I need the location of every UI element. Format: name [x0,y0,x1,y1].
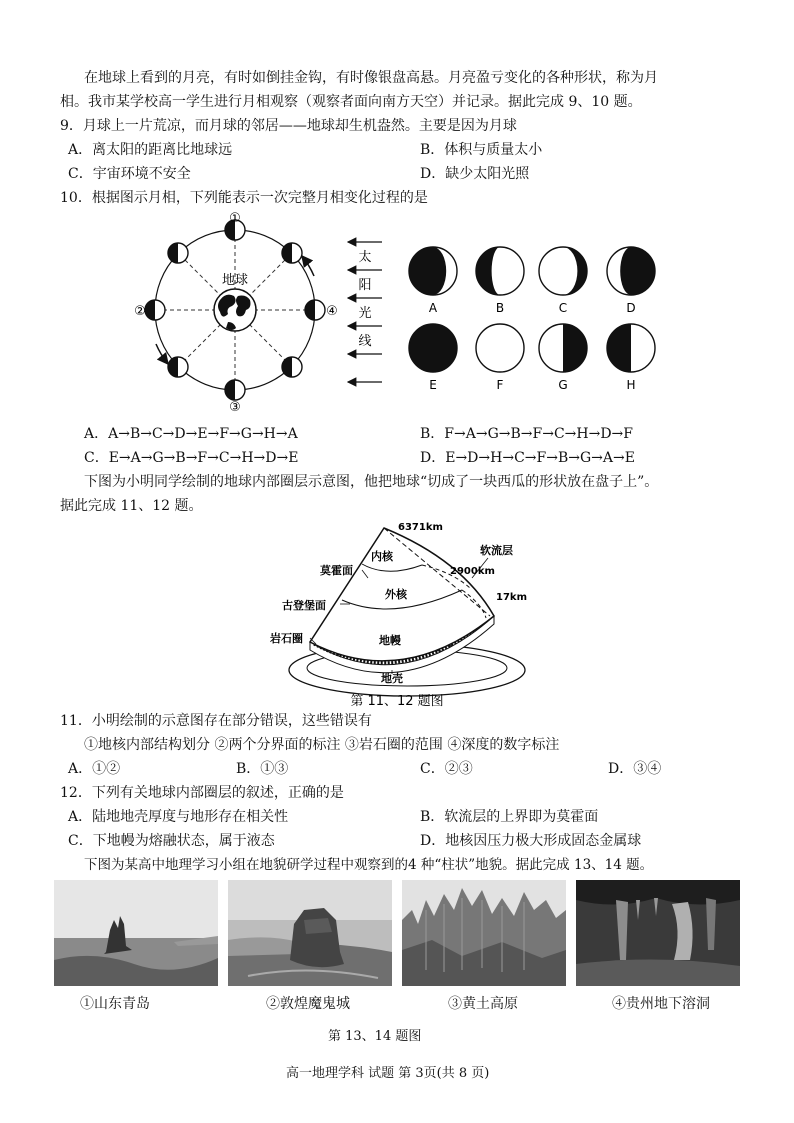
moon-phase-figure [120,208,680,418]
asthenosphere-label: 软流层 [480,544,513,557]
phase-d-icon [607,247,655,295]
moho-label: 莫霍面 [320,564,353,577]
position-3-label: ③ [229,400,241,415]
q11-option-d: D．③④ [608,761,662,777]
q12-option-c: C．下地幔为熔融状态，属于液态 [68,833,275,849]
q12-option-d: D．地核因压力极大形成固态金属球 [420,833,642,849]
intro3-text: 下图为某高中地理学习小组在地貌研学过程中观察到的4 种“柱状”地貌。据此完成 13、14 题。 [84,857,654,873]
earth-label: 地球 [221,273,249,288]
q9-option-b: B．体积与质量太小 [420,142,543,158]
q10-option-c: C．E→A→G→B→F→C→H→D→E [84,450,299,466]
figure-11-12-caption: 第 11、12 题图 [350,694,444,709]
photo-caption-3: ③黄土高原 [448,996,518,1012]
sunlight-label-2: 阳 [358,278,372,293]
page-footer: 高一地理学科 试题 第 3页(共 8 页) [286,1066,490,1081]
q11-option-b: B．①③ [236,761,289,777]
mantle-label: 地幔 [379,634,401,647]
earth-interior-figure [262,520,532,710]
depth-6371-label: 6371km [398,522,443,533]
photo-caption-1: ①山东青岛 [80,996,150,1012]
position-4-label: ④ [326,304,338,319]
q10-option-a: A．A→B→C→D→E→F→G→H→A [84,426,298,442]
photo-guizhou-cave [576,880,740,986]
phase-label-b: B [495,301,505,315]
phase-label-e: E [429,378,437,392]
q11-option-c: C．②③ [420,761,473,777]
q10-option-b: B．F→A→G→B→F→C→H→D→F [420,426,634,442]
phase-a-icon [409,247,457,295]
phase-c-icon [539,247,587,295]
intro-line-2: 相。我市某学校高一学生进行月相观察（观察者面向南方天空）并记录。据此完成 9、10 题。 [60,94,642,110]
q9-stem: 9．月球上一片荒凉，而月球的邻居——地球却生机盎然。主要是因为月球 [60,118,517,134]
orbit-moon-3 [305,300,325,320]
photo-caption-4: ④贵州地下溶洞 [612,996,710,1012]
phase-b-icon [476,247,524,295]
position-2-label: ② [134,304,146,319]
photo-loess-plateau [402,880,566,986]
orbit-moon-8 [168,243,188,263]
inner-core-label: 内核 [371,550,393,563]
phase-label-c: C [558,301,568,315]
phase-f-icon [476,324,524,372]
sunlight-label-1: 太 [358,250,372,265]
intro-line-1: 在地球上看到的月亮，有时如倒挂金钩，有时像银盘高悬。月亮盈亏变化的各种形状，称为月 [84,70,658,86]
photo-caption-2: ②敦煌魔鬼城 [266,996,350,1012]
sunlight-label-4: 线 [358,334,372,349]
depth-17-label: 17km [496,592,527,603]
phase-label-g: G [558,378,568,392]
phase-h-icon [607,324,655,372]
gutenberg-label: 古登堡面 [282,599,326,612]
q9-option-a: A．离太阳的距离比地球远 [68,142,233,158]
crust-label: 地壳 [381,672,403,685]
earth-icon [214,289,256,331]
intro2-line-1: 下图为小明同学绘制的地球内部圈层示意图，他把地球“切成了一块西瓜的形状放在盘子上”。 [84,474,659,490]
phase-label-f: F [496,378,504,392]
orbit-moon-6 [168,357,188,377]
figure-13-14-caption: 第 13、14 题图 [328,1029,422,1044]
sunlight-label-3: 光 [358,306,372,321]
phase-label-h: H [626,378,636,392]
orbit-moon-4 [282,357,302,377]
q12-option-a: A．陆地地壳厚度与地形存在相关性 [68,809,289,825]
orbit-moon-7 [145,300,165,320]
phase-label-a: A [428,301,438,315]
q11-items: ①地核内部结构划分 ②两个分界面的标注 ③岩石圈的范围 ④深度的数字标注 [84,737,560,753]
phase-label-d: D [626,301,636,315]
q10-option-d: D．E→D→H→C→F→B→G→A→E [420,450,635,466]
photo-qingdao [54,880,218,986]
lithosphere-label: 岩石圈 [270,632,303,645]
q12-stem: 12．下列有关地球内部圈层的叙述，正确的是 [60,785,344,801]
q9-option-d: D．缺少太阳光照 [420,166,530,182]
q11-option-a: A．①② [68,761,121,777]
phase-e-icon [409,324,457,372]
q10-stem: 10．根据图示月相，下列能表示一次完整月相变化过程的是 [60,190,428,206]
intro2-line-2: 据此完成 11、12 题。 [60,498,203,514]
phase-g-icon [539,324,587,372]
orbit-moon-5 [225,380,245,400]
q12-option-b: B．软流层的上界即为莫霍面 [420,809,599,825]
q11-stem: 11．小明绘制的示意图存在部分错误，这些错误有 [60,713,372,729]
orbit-moon-2 [282,243,302,263]
q9-option-c: C．宇宙环境不安全 [68,166,191,182]
depth-2900-label: 2900km [450,566,495,577]
photo-dunhuang [228,880,392,986]
outer-core-label: 外核 [385,588,407,601]
position-1-label: ① [229,211,241,226]
